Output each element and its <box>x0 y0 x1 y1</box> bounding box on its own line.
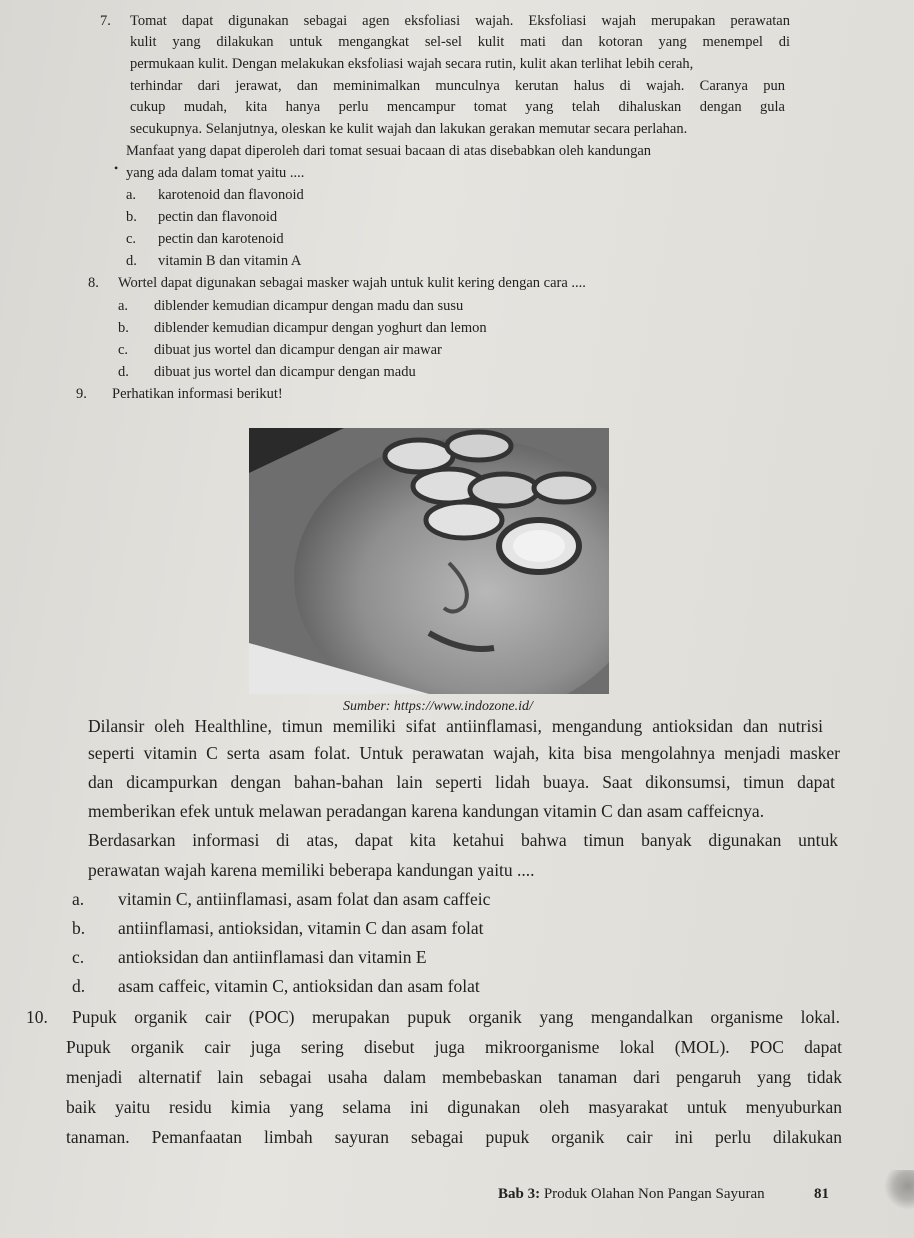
option-text: antiinflamasi, antioksidan, vitamin C dan asam folat <box>118 918 484 938</box>
chapter-title: Produk Olahan Non Pangan Sayuran <box>543 1186 765 1202</box>
option-a[interactable] <box>118 298 464 315</box>
paragraph-line: seperti vitamin C serta asam folat. Untuk perawatan wajah, kita bisa mengolahnya menjadi masker <box>88 743 840 763</box>
question-intro: Perhatikan informasi berikut! <box>112 386 283 402</box>
paragraph-line: terhindar dari jerawat, dan meminimalkan munculnya kerutan halus di wajah. Caranya pun <box>130 78 785 94</box>
paragraph-line: Berdasarkan informasi di atas, dapat kita ketahui bahwa timun banyak digunakan untuk <box>88 830 838 850</box>
photo-caption: Sumber: https://www.indozone.id/ <box>343 699 533 714</box>
option-c[interactable] <box>118 342 442 359</box>
option-text: dibuat jus wortel dan dicampur dengan air mawar <box>154 342 442 358</box>
question-number: 10. <box>26 1007 48 1027</box>
paragraph-line: tanaman. Pemanfaatan limbah sayuran sebagai pupuk organik cair ini perlu dilakukan <box>66 1127 842 1147</box>
option-text: karotenoid dan flavonoid <box>158 187 304 203</box>
question-text: Wortel dapat digunakan sebagai masker wajah untuk kulit kering dengan cara .... <box>118 275 586 291</box>
option-text: asam caffeic, vitamin C, antioksidan dan asam folat <box>118 976 480 996</box>
option-c[interactable] <box>72 947 427 968</box>
option-letter: b. <box>118 320 129 336</box>
paragraph-line: menjadi alternatif lain sebagai usaha dalam membebaskan tanaman dari pengaruh yang tidak <box>66 1067 842 1087</box>
paragraph-line: kulit yang dilakukan untuk mengangkat sel-sel kulit mati dan kotoran yang menempel di <box>130 34 790 50</box>
paragraph-line: Pupuk organik cair (POC) merupakan pupuk organik yang mengandalkan organisme lokal. <box>72 1007 840 1027</box>
paragraph-line: secukupnya. Selanjutnya, oleskan ke kulit wajah dan lakukan gerakan memutar secara perlahan. <box>130 121 688 137</box>
paragraph-line: dan dicampurkan dengan bahan-bahan lain seperti lidah buaya. Saat dikonsumsi, timun dapat <box>88 772 835 792</box>
option-text: antioksidan dan antiinflamasi dan vitamin E <box>118 947 427 967</box>
page-footer <box>498 1186 765 1203</box>
question-number: 9. <box>76 386 87 402</box>
paragraph-line: baik yaitu residu kimia yang selama ini digunakan oleh masyarakat untuk menyuburkan <box>66 1097 842 1117</box>
bullet-mark: • <box>114 161 119 175</box>
page-number: 81 <box>814 1186 829 1202</box>
paragraph-line: Tomat dapat digunakan sebagai agen eksfoliasi wajah. Eksfoliasi wajah merupakan perawatan <box>130 13 790 29</box>
paragraph-line: Pupuk organik cair juga sering disebut juga mikroorganisme lokal (MOL). POC dapat <box>66 1037 842 1057</box>
option-a[interactable] <box>72 889 491 910</box>
option-a[interactable] <box>126 187 304 204</box>
paragraph-line: memberikan efek untuk melawan peradangan karena kandungan vitamin C dan asam caffeicnya. <box>88 801 765 821</box>
option-b[interactable] <box>126 209 278 226</box>
option-text: pectin dan flavonoid <box>158 209 278 225</box>
question-number: 8. <box>88 275 99 291</box>
chapter-label: Bab 3: <box>498 1186 541 1202</box>
option-c[interactable] <box>126 231 284 248</box>
option-d[interactable] <box>118 364 416 381</box>
option-b[interactable] <box>72 918 484 939</box>
option-letter: b. <box>72 918 86 938</box>
option-d[interactable] <box>72 976 480 997</box>
option-text: pectin dan karotenoid <box>158 231 284 247</box>
option-text: dibuat jus wortel dan dicampur dengan madu <box>154 364 416 380</box>
paragraph-line: cukup mudah, kita hanya perlu mencampur tomat yang telah dihaluskan dengan gula <box>130 99 785 115</box>
option-letter: c. <box>118 342 129 358</box>
option-text: diblender kemudian dicampur dengan yoghurt dan lemon <box>154 320 487 336</box>
option-letter: d. <box>118 364 129 380</box>
option-text: diblender kemudian dicampur dengan madu dan susu <box>154 298 464 314</box>
paragraph-line: perawatan wajah karena memiliki beberapa kandungan yaitu .... <box>88 860 535 880</box>
paragraph-line: permukaan kulit. Dengan melakukan eksfoliasi wajah secara rutin, kulit akan terlihat lebih cerah, <box>130 56 694 72</box>
cucumber-mask-photo <box>249 428 609 694</box>
option-letter: a. <box>72 889 85 909</box>
option-letter: c. <box>126 231 137 247</box>
option-letter: a. <box>118 298 129 314</box>
paragraph-line: yang ada dalam tomat yaitu .... <box>126 165 305 181</box>
face-illustration <box>249 428 609 694</box>
paragraph-line: Dilansir oleh Healthline, timun memiliki sifat antiinflamasi, mengandung antioksidan dan nutrisi <box>88 716 823 736</box>
option-d[interactable] <box>126 253 302 270</box>
paragraph-line: Manfaat yang dapat diperoleh dari tomat sesuai bacaan di atas disebabkan oleh kandungan <box>126 143 652 159</box>
question-number: 7. <box>100 13 111 29</box>
option-letter: c. <box>72 947 85 967</box>
option-b[interactable] <box>118 320 487 337</box>
option-letter: d. <box>126 253 137 269</box>
option-letter: a. <box>126 187 137 203</box>
option-letter: b. <box>126 209 137 225</box>
option-letter: d. <box>72 976 86 996</box>
option-text: vitamin C, antiinflamasi, asam folat dan asam caffeic <box>118 889 491 909</box>
page-corner-shadow <box>884 1170 914 1210</box>
option-text: vitamin B dan vitamin A <box>158 253 302 269</box>
